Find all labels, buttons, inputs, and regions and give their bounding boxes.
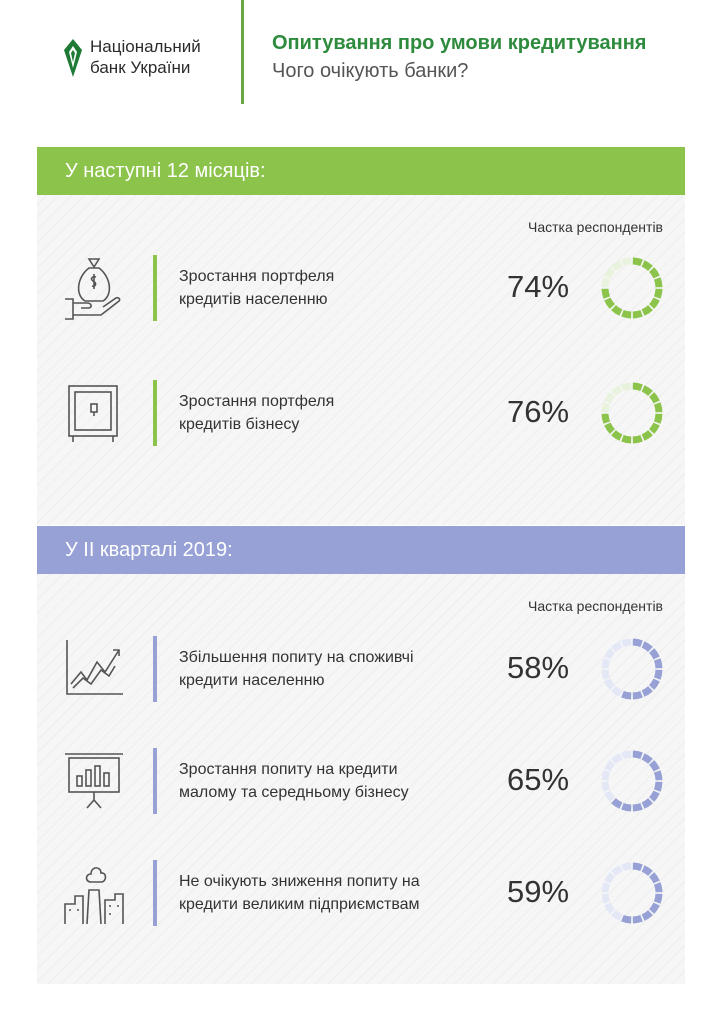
donut-segment	[657, 289, 659, 298]
donut-segment	[622, 866, 631, 868]
donut-segment	[633, 694, 642, 696]
donut-segment	[607, 270, 612, 277]
donut-segment	[607, 875, 612, 882]
donut-segment	[643, 801, 650, 806]
donut-segment	[643, 756, 650, 761]
section-2-row-1	[37, 636, 685, 702]
donut-segment	[614, 913, 621, 918]
donut-segment	[605, 278, 607, 287]
section-1-row-2-value: 76%	[507, 394, 570, 429]
donut-segment	[622, 313, 631, 315]
donut-segment	[633, 806, 642, 808]
donut-segment	[607, 651, 612, 658]
section-2-row-1-label	[179, 646, 489, 692]
section-2-row-3-bar	[153, 860, 157, 926]
label-line-1: Зростання попиту на кредити	[179, 761, 398, 778]
donut-segment	[607, 299, 612, 306]
donut-segment	[605, 771, 607, 780]
page-title: Опитування про умови кредитування	[272, 32, 647, 54]
section-2-row-2-label	[179, 758, 489, 804]
donut-segment	[643, 308, 650, 313]
donut-segment	[607, 904, 612, 911]
donut-segment	[657, 670, 659, 679]
donut-segment	[652, 651, 657, 658]
section-1-row-1	[37, 255, 685, 321]
donut-segment	[614, 388, 621, 393]
header-divider	[241, 0, 244, 104]
donut-segment	[652, 680, 657, 687]
donut-segment	[633, 754, 642, 756]
label-line-2: кредити населенню	[179, 672, 325, 689]
label-line-1: Збільшення попиту на споживчі	[179, 649, 414, 666]
donut-segment	[614, 689, 621, 694]
section-2-heading: У ІІ кварталі 2019:	[37, 526, 685, 574]
donut-segment	[657, 894, 659, 903]
header	[0, 0, 720, 130]
section-2-row-3-value: 59%	[507, 874, 570, 909]
donut-segment	[657, 771, 659, 780]
donut-segment	[622, 261, 631, 263]
donut-segment	[607, 395, 612, 402]
donut-segment	[605, 289, 607, 298]
donut-segment	[652, 875, 657, 882]
donut-segment	[652, 299, 657, 306]
label-line-1: Зростання портфеля	[179, 268, 335, 285]
donut-segment	[614, 756, 621, 761]
donut-chart	[599, 636, 665, 702]
donut-segment	[605, 659, 607, 668]
donut-segment	[652, 904, 657, 911]
donut-segment	[605, 883, 607, 892]
donut-segment	[622, 754, 631, 756]
safe-icon	[61, 380, 127, 446]
section-2-row-2-bar	[153, 748, 157, 814]
donut-segment	[607, 792, 612, 799]
donut-segment	[643, 868, 650, 873]
donut-segment	[605, 403, 607, 412]
donut-segment	[607, 763, 612, 770]
donut-segment	[652, 270, 657, 277]
donut-segment	[633, 386, 642, 388]
donut-segment	[643, 689, 650, 694]
donut-segment	[622, 438, 631, 440]
donut-segment	[633, 438, 642, 440]
section-2-row-3	[37, 860, 685, 926]
section-2-share-label: Частка респондентів	[528, 598, 663, 614]
donut-segment	[652, 395, 657, 402]
donut-segment	[622, 694, 631, 696]
label-line-2: кредитів населенню	[179, 291, 328, 308]
donut-segment	[633, 866, 642, 868]
section-1-share-label: Частка респондентів	[528, 219, 663, 235]
donut-segment	[657, 659, 659, 668]
donut-segment	[652, 424, 657, 431]
donut-segment	[633, 918, 642, 920]
logo-text	[90, 36, 201, 78]
section-1-row-1-label	[179, 265, 489, 311]
donut-segment	[643, 263, 650, 268]
money-bag-hand-icon	[61, 255, 127, 321]
section-1-row-1-bar	[153, 255, 157, 321]
donut-segment	[622, 918, 631, 920]
section-1-panel	[37, 195, 685, 525]
donut-segment	[605, 414, 607, 423]
donut-segment	[652, 792, 657, 799]
section-2-row-1-value: 58%	[507, 650, 570, 685]
label-line-2: малому та середньому бізнесу	[179, 784, 409, 801]
section-2-row-2	[37, 748, 685, 814]
logo-line-1: Національний	[90, 37, 201, 56]
donut-segment	[605, 670, 607, 679]
donut-segment	[622, 806, 631, 808]
donut-segment	[614, 433, 621, 438]
label-line-2: кредитів бізнесу	[179, 416, 300, 433]
donut-segment	[633, 642, 642, 644]
donut-segment	[605, 782, 607, 791]
growth-chart-icon	[61, 636, 127, 702]
donut-segment	[614, 308, 621, 313]
donut-segment	[607, 424, 612, 431]
donut-chart	[599, 380, 665, 446]
donut-segment	[652, 763, 657, 770]
logo-line-2: банк України	[90, 58, 191, 77]
donut-segment	[657, 782, 659, 791]
donut-chart	[599, 860, 665, 926]
section-2-row-1-bar	[153, 636, 157, 702]
label-line-2: кредити великим підприємствам	[179, 896, 420, 913]
donut-segment	[657, 883, 659, 892]
section-1-heading: У наступні 12 місяців:	[37, 147, 685, 195]
donut-segment	[657, 414, 659, 423]
factory-icon	[61, 860, 127, 926]
donut-segment	[643, 644, 650, 649]
donut-segment	[607, 680, 612, 687]
section-1-row-2	[37, 380, 685, 446]
donut-segment	[643, 913, 650, 918]
donut-segment	[657, 403, 659, 412]
donut-segment	[643, 433, 650, 438]
section-1-row-1-value: 74%	[507, 269, 570, 304]
presentation-board-icon	[61, 748, 127, 814]
donut-segment	[614, 263, 621, 268]
donut-chart	[599, 748, 665, 814]
section-2-row-3-label	[179, 870, 489, 916]
donut-chart	[599, 255, 665, 321]
donut-segment	[605, 894, 607, 903]
label-line-1: Зростання портфеля	[179, 393, 335, 410]
nbu-logo-icon	[62, 38, 84, 78]
donut-segment	[614, 868, 621, 873]
donut-segment	[633, 313, 642, 315]
donut-segment	[622, 386, 631, 388]
donut-segment	[633, 261, 642, 263]
label-line-1: Не очікують зниження попиту на	[179, 873, 420, 890]
section-1-row-2-bar	[153, 380, 157, 446]
donut-segment	[614, 801, 621, 806]
donut-segment	[643, 388, 650, 393]
section-1-row-2-label	[179, 390, 489, 436]
section-2-row-2-value: 65%	[507, 762, 570, 797]
donut-segment	[657, 278, 659, 287]
donut-segment	[622, 642, 631, 644]
donut-segment	[614, 644, 621, 649]
page-subtitle: Чого очікують банки?	[272, 60, 469, 82]
